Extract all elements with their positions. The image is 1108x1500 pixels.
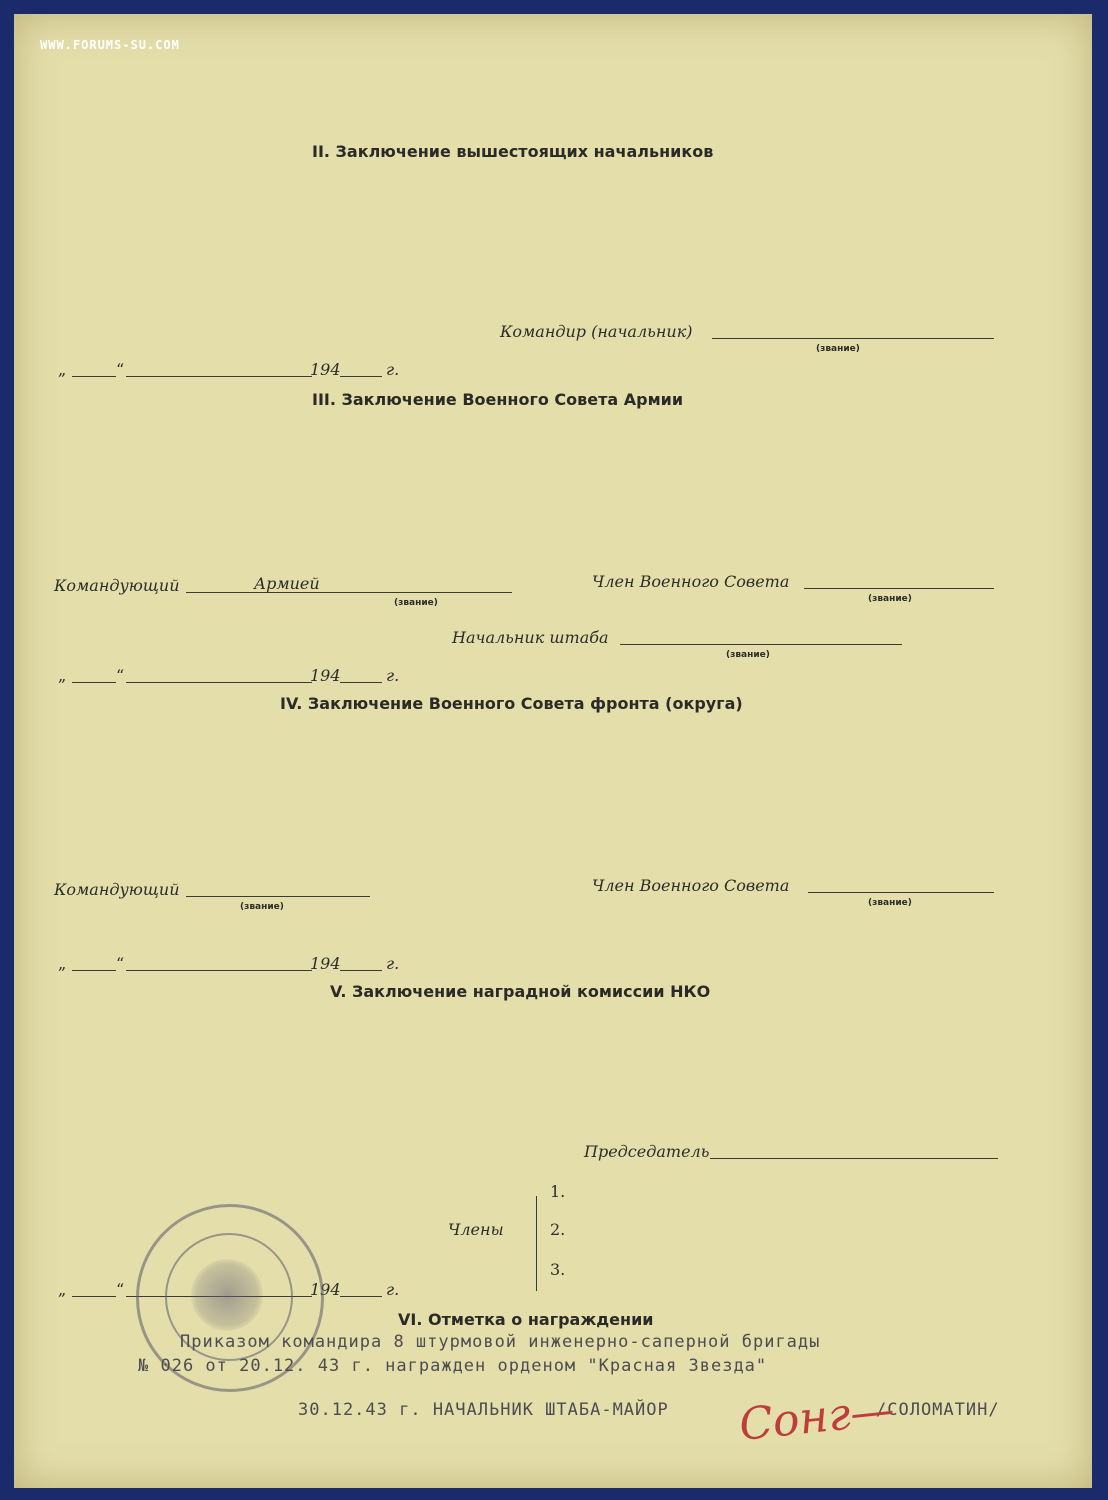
s2-year-line [340,376,382,377]
site-watermark: WWW.FORUMS-SU.COM [40,38,180,52]
members-bracket [536,1196,537,1291]
s4-commanding-label: Командующий [54,880,180,899]
s3-year: 194 [310,666,341,685]
section6-heading: VI. Отметка о награждении [398,1310,654,1329]
member-2: 2. [550,1220,566,1239]
s2-year-suffix: г. [386,360,400,379]
section3-heading: III. Заключение Военного Совета Армии [312,390,684,409]
s4-commanding-rank-hint: (звание) [240,902,284,912]
section4-heading: IV. Заключение Военного Совета фронта (округа) [280,694,743,713]
s4-year: 194 [310,954,341,973]
s3-year-line [340,682,382,683]
award-sheet [14,14,1092,1488]
s4-month-line [126,970,312,971]
s2-date-quote-close: “ [116,360,125,379]
s4-year-suffix: г. [386,954,400,973]
s3-council-member-label: Член Военного Совета [592,572,790,591]
award-typed-line-2: № 026 от 20.12. 43 г. награжден орденом "Красная Звезда" [138,1356,768,1376]
s3-chief-line [620,644,902,645]
award-typed-line-3: 30.12.43 г. НАЧАЛЬНИК ШТАБА-МАЙОР [298,1400,669,1420]
member-3: 3. [550,1260,566,1279]
award-typed-line-1: Приказом командира 8 штурмовой инженерно-саперной бригады [180,1332,821,1352]
section2-heading: II. Заключение вышестоящих начальников [312,142,714,161]
s3-army-label: Армией [254,574,320,593]
s3-month-line [126,682,312,683]
s3-year-suffix: г. [386,666,400,685]
s5-day-line [72,1296,116,1297]
s5-date-quote-close: “ [116,1280,125,1299]
s3-date-quote-close: “ [116,666,125,685]
chairman-line [710,1158,998,1159]
s4-date-quote-open: „ [58,954,67,973]
commander-line [712,338,994,339]
s5-year: 194 [310,1280,341,1299]
s2-year: 194 [310,360,341,379]
s4-council-member-label: Член Военного Совета [592,876,790,895]
s2-day-line [72,376,116,377]
commander-label: Командир (начальник) [500,322,693,341]
s3-commanding-line [186,592,512,593]
s5-year-line [340,1296,382,1297]
s4-commanding-line [186,896,370,897]
s4-council-member-line [808,892,994,893]
s5-year-suffix: г. [386,1280,400,1299]
s4-day-line [72,970,116,971]
commander-rank-hint: (звание) [816,344,860,354]
member-1: 1. [550,1182,566,1201]
s3-date-quote-open: „ [58,666,67,685]
members-label: Члены [448,1220,504,1239]
s4-year-line [340,970,382,971]
s4-date-quote-close: “ [116,954,125,973]
s3-chief-of-staff-label: Начальник штаба [452,628,609,647]
s3-day-line [72,682,116,683]
red-handwritten-signature: Сонг— [736,1384,897,1451]
section5-heading: V. Заключение наградной комиссии НКО [330,982,711,1001]
seal-emblem [191,1259,263,1331]
s2-date-quote-open: „ [58,360,67,379]
s3-commanding-rank-hint: (звание) [394,598,438,608]
chairman-label: Председатель [584,1142,710,1161]
s3-council-member-line [804,588,994,589]
award-typed-name: /СОЛОМАТИН/ [876,1400,1000,1420]
s4-council-rank-hint: (звание) [868,898,912,908]
s3-commanding-label: Командующий [54,576,180,595]
s3-chief-rank-hint: (звание) [726,650,770,660]
s2-month-line [126,376,312,377]
s3-council-rank-hint: (звание) [868,594,912,604]
s5-date-quote-open: „ [58,1280,67,1299]
